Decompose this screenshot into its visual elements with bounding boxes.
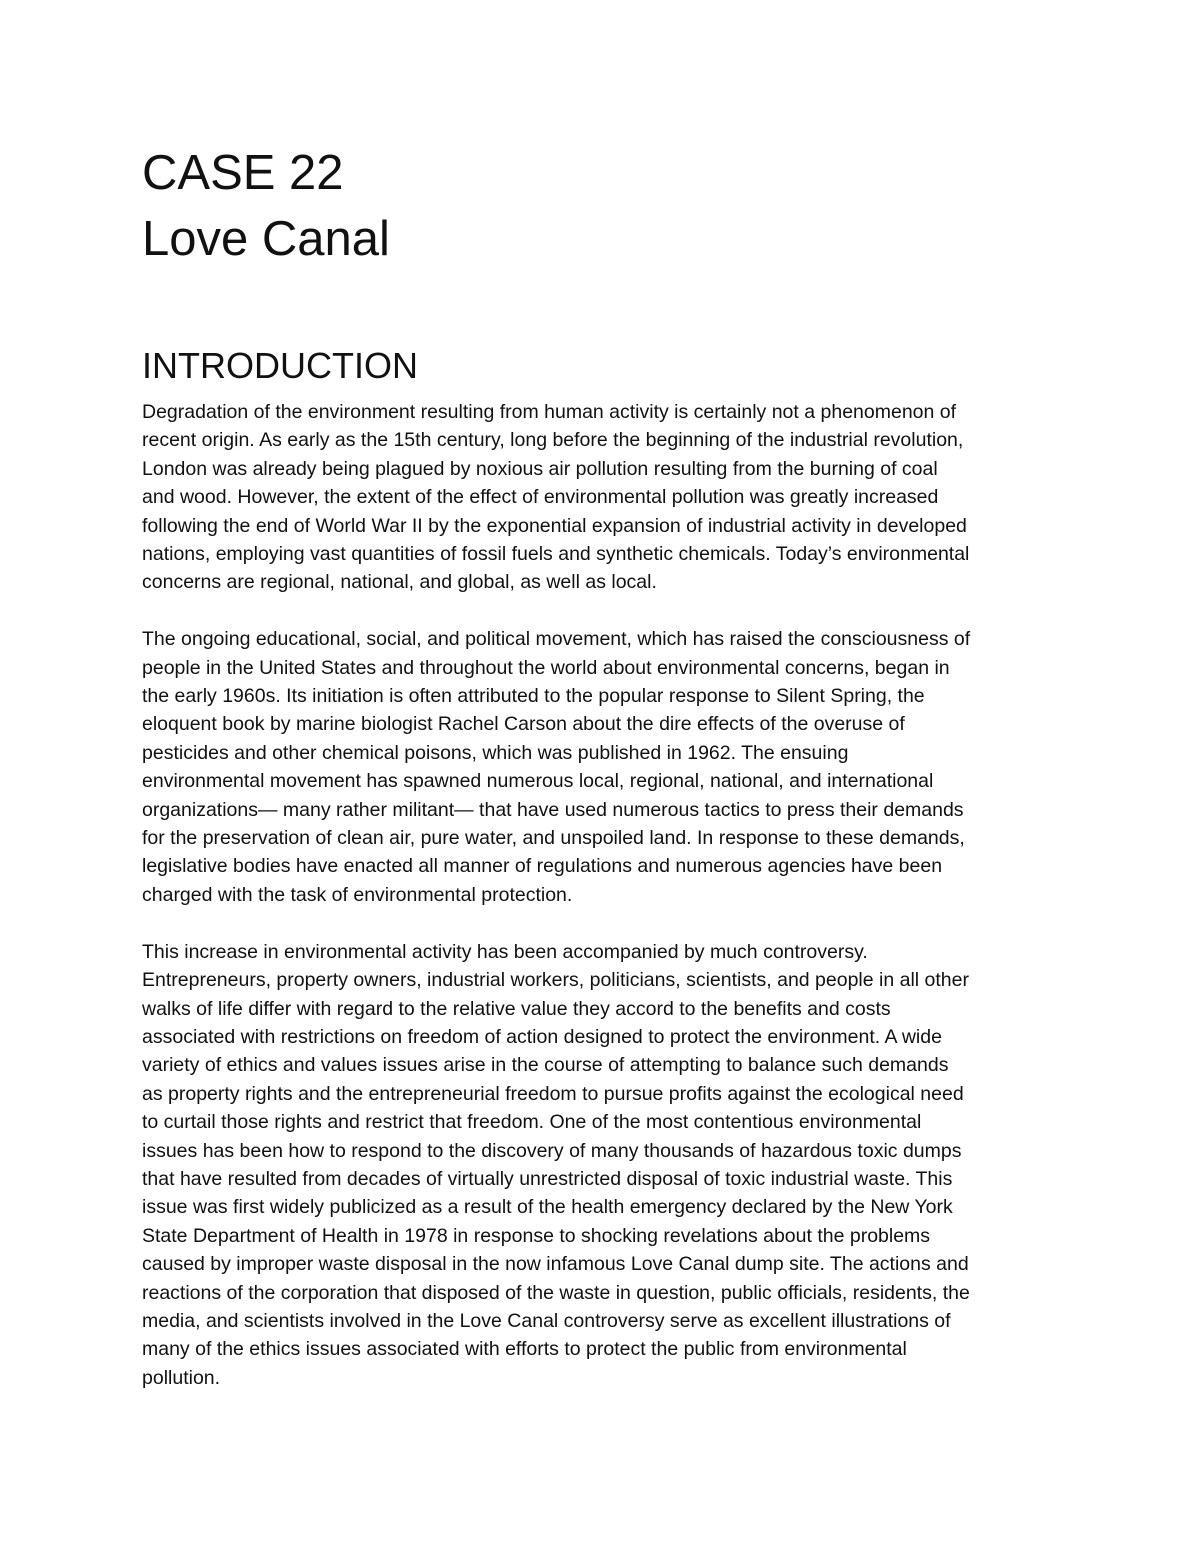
paragraph-2: The ongoing educational, social, and political movement, which has raised the consciousness of people in the United States and throughout the world about environmental concerns, began in the early 1960s. Its initiation is often attributed to the popular response to Silent Spring, the eloquent book by marine biologist Rachel Carson about the dire effects of the overuse of pesticides and other chemical poisons, which was published in 1962. The ensuing environmental movement has spawned numerous local, regional, national, and international organizations— many rather militant— that have used numerous tactics to press their demands for the preservation of clean air, pure water, and unspoiled land. In response to these demands, legislative bodies have enacted all manner of regulations and numerous agencies have been charged with the task of environmental protection.	[142, 628, 971, 906]
case-title-heading: Love Canal	[142, 212, 390, 266]
document-page	[142, 140, 1072, 1421]
section-heading-introduction: INTRODUCTION	[142, 345, 418, 386]
case-number-heading: CASE 22	[142, 146, 344, 200]
paragraph-3: This increase in environmental activity has been accompanied by much controversy. Entrepreneurs, property owners, industrial workers, politicians, scientists, and people in all other walks of life differ with regard to the relative value they accord to the benefits and costs associated with restrictions on freedom of action designed to protect the environment. A wide variety of ethics and values issues arise in the course of attempting to balance such demands as property rights and the entrepreneurial freedom to pursue profits against the ecological need to curtail those rights and restrict that freedom. One of the most contentious environmental issues has been how to respond to the discovery of many thousands of hazardous toxic dumps that have resulted from decades of virtually unrestricted disposal of toxic industrial waste. This issue was first widely publicized as a result of the health emergency declared by the New York State Department of Health in 1978 in response to shocking revelations about the problems caused by improper waste disposal in the now infamous Love Canal dump site. The actions and reactions of the corporation that disposed of the waste in question, public officials, residents, the media, and scientists involved in the Love Canal controversy serve as excellent illustrations of many of the ethics issues associated with efforts to protect the public from environmental pollution.	[142, 940, 970, 1389]
paragraph-1: Degradation of the environment resulting from human activity is certainly not a phenomenon of recent origin. As early as the 15th century, long before the beginning of the industrial revolution, London was already being plagued by noxious air pollution resulting from the burning of coal and wood. However, the extent of the effect of environmental pollution was greatly increased following the end of World War II by the exponential expansion of industrial activity in developed nations, employing vast quantities of fossil fuels and synthetic chemicals. Today’s environmental concerns are regional, national, and global, as well as local.	[142, 401, 970, 594]
